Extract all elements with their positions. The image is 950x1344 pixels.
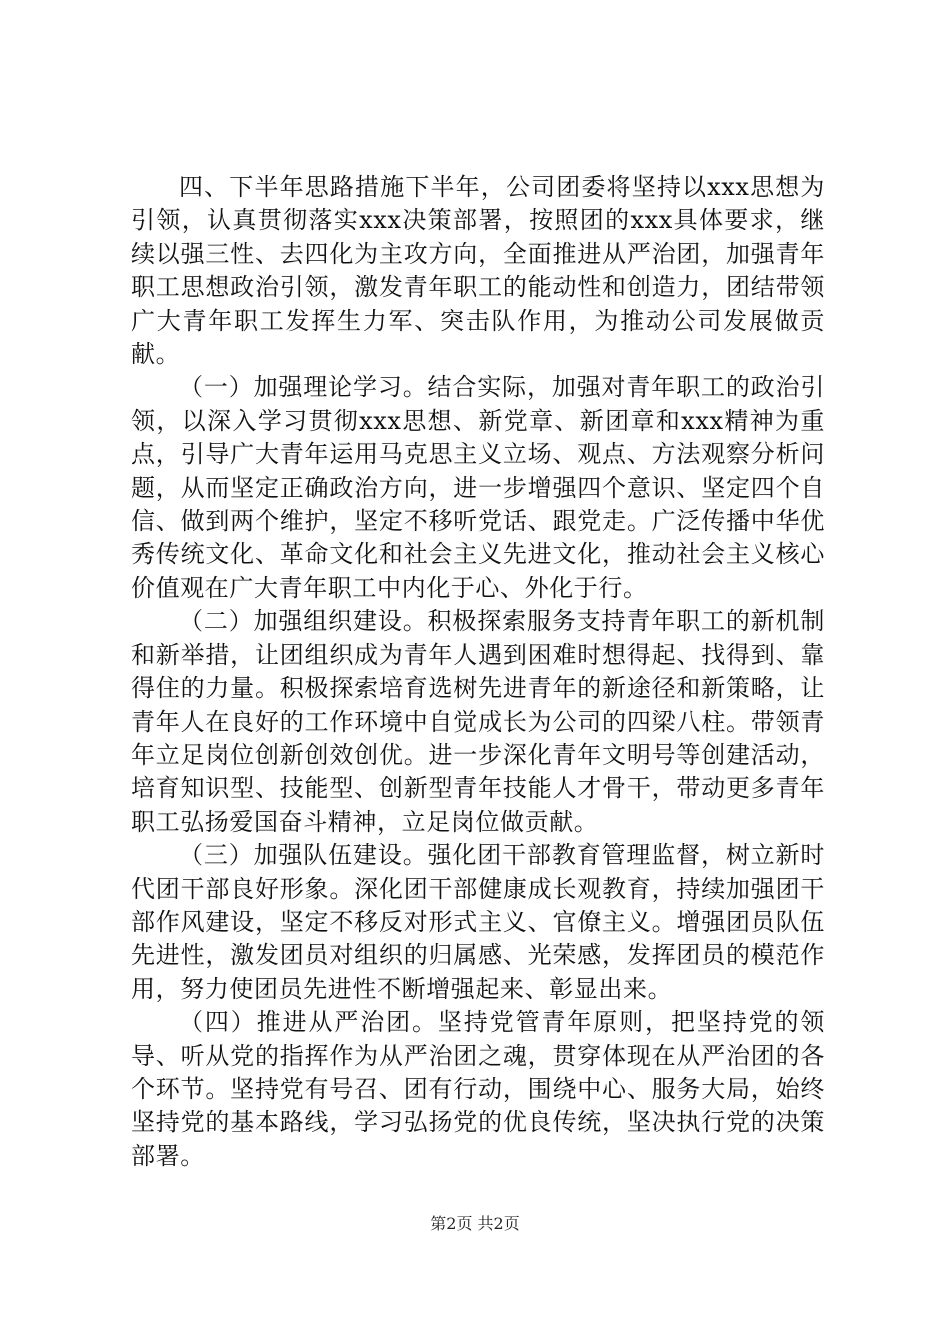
page-number: 第2页 共2页 <box>430 1214 520 1233</box>
paragraph-team-building: （三）加强队伍建设。强化团干部教育管理监督，树立新时代团干部良好形象。深化团干部健康成长观教育，持续加强团干部作风建设，坚定不移反对形式主义、官僚主义。增强团员队伍先进性，激发团员对组织的归属感、光荣感，发挥团员的模范作用，努力使团员先进性不断增强起来、彰显出来。 <box>131 841 825 1003</box>
paragraph-strict-governance: （四）推进从严治团。坚持党管青年原则，把坚持党的领导、听从党的指挥作为从严治团之魂，贯穿体现在从严治团的各个环节。坚持党有号召、团有行动，围绕中心、服务大局，始终坚持党的基本路线，学习弘扬党的优良传统，坚决执行党的决策部署。 <box>131 1008 825 1170</box>
paragraph-organization-building: （二）加强组织建设。积极探索服务支持青年职工的新机制和新举措，让团组织成为青年人遇到困难时想得起、找得到、靠得住的力量。积极探索培育选树先进青年的新途径和新策略，让青年人在良好的工作环境中自觉成长为公司的四梁八柱。带领青年立足岗位创新创效创优。进一步深化青年文明号等创建活动，培育知识型、技能型、创新型青年技能人才骨干，带动更多青年职工弘扬爱国奋斗精神，立足岗位做贡献。 <box>131 607 825 836</box>
document-body <box>131 171 825 1173</box>
paragraph-plan-intro: 四、下半年思路措施下半年，公司团委将坚持以xxx思想为引领，认真贯彻落实xxx决策部署，按照团的xxx具体要求，继续以强三性、去四化为主攻方向，全面推进从严治团，加强青年职工思想政治引领，激发青年职工的能动性和创造力，团结带领广大青年职工发挥生力军、突击队作用，为推动公司发展做贡献。 <box>131 173 825 369</box>
paragraph-theory-study: （一）加强理论学习。结合实际，加强对青年职工的政治引领，以深入学习贯彻xxx思想、新党章、新团章和xxx精神为重点，引导广大青年运用马克思主义立场、观点、方法观察分析问题，从而坚定正确政治方向，进一步增强四个意识、坚定四个自信、做到两个维护，坚定不移听党话、跟党走。广泛传播中华优秀传统文化、革命文化和社会主义先进文化，推动社会主义核心价值观在广大青年职工中内化于心、外化于行。 <box>131 373 825 602</box>
page-footer <box>0 1213 950 1235</box>
